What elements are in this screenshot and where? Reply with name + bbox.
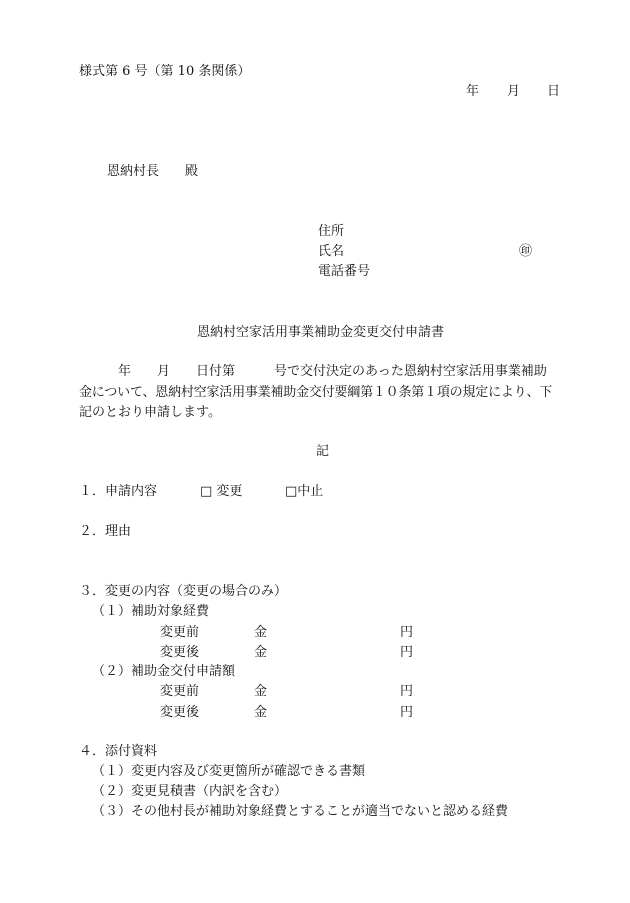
row-prefix: 金 [254,645,268,660]
row-prefix: 金 [254,684,268,699]
applicant-address-label: 住所 [318,224,345,239]
attachment-item: （３）その他村長が補助対象経費とすることが適当でないと認める経費 [92,804,509,819]
row-prefix: 金 [254,625,268,640]
date-year-label: 年 [466,84,480,99]
body-line-1: 年 月 日付第 号で交付決定のあった恩納村空家活用事業補助 [79,364,547,379]
row-label: 変更後 [160,705,200,720]
row-prefix: 金 [254,705,268,720]
addressee-name: 恩納村長 [107,164,160,179]
date-month-label: 月 [507,84,521,99]
body-line-2: 金について、恩納村空家活用事業補助金交付要綱第１０条第１項の規定により、下 [79,385,553,400]
ki-heading: 記 [316,444,330,459]
attachment-item: （１）変更内容及び変更箇所が確認できる書類 [92,764,366,779]
row-label: 変更前 [160,625,200,640]
date-day-label: 日 [547,84,561,99]
addressee-honorific: 殿 [185,164,199,179]
document-title: 恩納村空家活用事業補助金変更交付申請書 [197,325,445,340]
seal-mark: ㊞ [519,244,533,259]
option-change-checkbox: □ 変更 [200,484,243,499]
row-unit: 円 [400,645,414,660]
row-unit: 円 [400,705,414,720]
row-unit: 円 [400,625,414,640]
row-label: 変更後 [160,645,200,660]
subsection-grant-amount-heading: （２）補助金交付申請額 [92,664,236,679]
body-line-3: 記のとおり申請します。 [79,405,221,420]
option-cancel-checkbox: □中止 [285,484,324,499]
applicant-phone-label: 電話番号 [318,264,371,279]
form-number: 様式第 6 号（第 10 条関係） [79,64,251,79]
section-2-heading: ２．理由 [79,524,132,539]
section-1-heading: １．申請内容 [79,484,158,499]
section-4-heading: ４．添付資料 [79,744,158,759]
row-unit: 円 [400,684,414,699]
attachment-item: （２）変更見積書（内訳を含む） [92,784,288,799]
row-label: 変更前 [160,684,200,699]
applicant-name-label: 氏名 [318,244,345,259]
subsection-eligible-cost-heading: （１）補助対象経費 [92,604,210,619]
section-3-heading: ３．変更の内容（変更の場合のみ） [79,584,288,599]
